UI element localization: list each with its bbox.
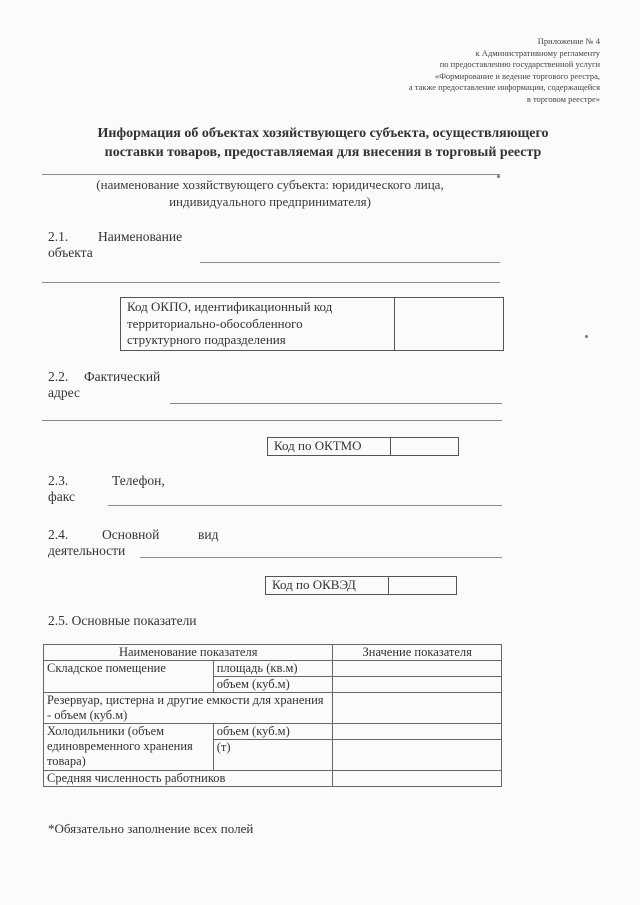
appendix-line: к Административному регламенту	[475, 47, 600, 58]
table-header-value: Значение показателя	[333, 645, 502, 661]
appendix-reference	[300, 36, 600, 106]
field-2-4-label-b: деятельности	[48, 543, 126, 558]
field-2-2-label-a: Фактический	[84, 369, 161, 384]
table-cell-area: площадь (кв.м)	[213, 661, 333, 677]
field-2-4-label-c: вид	[198, 527, 219, 542]
table-cell-fridge-tons: (т)	[213, 740, 333, 771]
entity-name-line[interactable]	[42, 174, 500, 175]
table-value-fridge-tons[interactable]	[333, 740, 502, 771]
okpo-label-line-3: структурного подразделения	[127, 332, 286, 347]
oktmo-code-box	[267, 437, 459, 456]
field-2-1-label-a: Наименование	[98, 229, 183, 244]
okpo-code-input[interactable]	[395, 298, 503, 350]
title-line-2: поставки товаров, предоставляемая для внесения в торговый реестр	[104, 145, 542, 160]
scan-speck	[497, 175, 500, 178]
okpo-label-line-2: территориально-обособленного	[127, 315, 303, 331]
oktmo-code-input[interactable]	[391, 438, 457, 455]
table-cell-reservoir: Резервуар, цистерна и другие емкости для хранения - объем (куб.м)	[44, 693, 333, 724]
field-2-3-label-b: факс	[48, 489, 75, 504]
table-header-name: Наименование показателя	[44, 645, 333, 661]
entity-caption-line-2: индивидуального предпринимателя)	[169, 194, 371, 209]
title-line-1: Информация об объектах хозяйствующего субъекта, осуществляющего	[97, 126, 549, 141]
field-2-3-label-a: Телефон,	[112, 473, 165, 488]
document-title	[58, 124, 588, 162]
entity-caption-line-1: (наименование хозяйствующего субъекта: юридического лица,	[96, 177, 444, 192]
table-value-staff[interactable]	[333, 771, 502, 787]
object-name-line[interactable]	[200, 262, 500, 263]
appendix-line: «Формирование и ведение торгового реестра,	[434, 70, 600, 81]
indicators-table	[43, 644, 502, 787]
address-line-2[interactable]	[42, 420, 502, 421]
activity-line[interactable]	[140, 557, 502, 558]
table-value-volume[interactable]	[333, 677, 502, 693]
table-cell-warehouse: Складское помещение	[44, 661, 214, 693]
footnote: *Обязательно заполнение всех полей	[48, 821, 254, 836]
table-value-fridge-volume[interactable]	[333, 724, 502, 740]
field-2-3-number: 2.3.	[48, 473, 69, 488]
okved-label: Код по ОКВЭД	[272, 577, 356, 592]
table-row	[44, 693, 502, 724]
phone-fax-line[interactable]	[108, 505, 502, 506]
okpo-label	[127, 299, 332, 349]
okved-code-box	[265, 576, 457, 595]
appendix-line: Приложение № 4	[537, 36, 600, 46]
field-2-4-number: 2.4.	[48, 527, 69, 542]
appendix-line: в торговом реестре»	[526, 93, 600, 104]
table-cell-volume: объем (куб.м)	[213, 677, 333, 693]
okpo-label-line-1: Код ОКПО, идентификационный код	[127, 299, 333, 314]
field-2-2-label-b: адрес	[48, 385, 80, 400]
entity-caption	[60, 176, 480, 210]
table-cell-fridge-volume: объем (куб.м)	[213, 724, 333, 740]
address-line[interactable]	[170, 403, 502, 404]
object-name-line-2[interactable]	[42, 282, 500, 283]
table-header-row	[44, 645, 502, 661]
okved-code-input[interactable]	[389, 577, 455, 594]
table-row	[44, 661, 502, 677]
oktmo-label: Код по ОКТМО	[274, 438, 362, 453]
table-row	[44, 724, 502, 740]
okpo-code-box	[120, 297, 504, 351]
section-2-5-label: 2.5. Основные показатели	[48, 613, 197, 628]
scan-speck	[585, 335, 588, 338]
field-2-1-label-b: объекта	[48, 245, 93, 260]
table-value-reservoir[interactable]	[333, 693, 502, 724]
field-2-4-label-a: Основной	[102, 527, 160, 542]
appendix-line: а также предоставление информации, содержащейся	[408, 82, 600, 93]
table-cell-refrigerators: Холодильники (объем единовременного хранения товара)	[44, 724, 214, 771]
field-2-2-number: 2.2.	[48, 369, 69, 384]
table-cell-staff: Средняя численность работников	[44, 771, 333, 787]
table-value-area[interactable]	[333, 661, 502, 677]
appendix-line: по предоставлению государственной услуги	[439, 59, 600, 70]
field-2-1-number: 2.1.	[48, 229, 69, 244]
table-row	[44, 771, 502, 787]
